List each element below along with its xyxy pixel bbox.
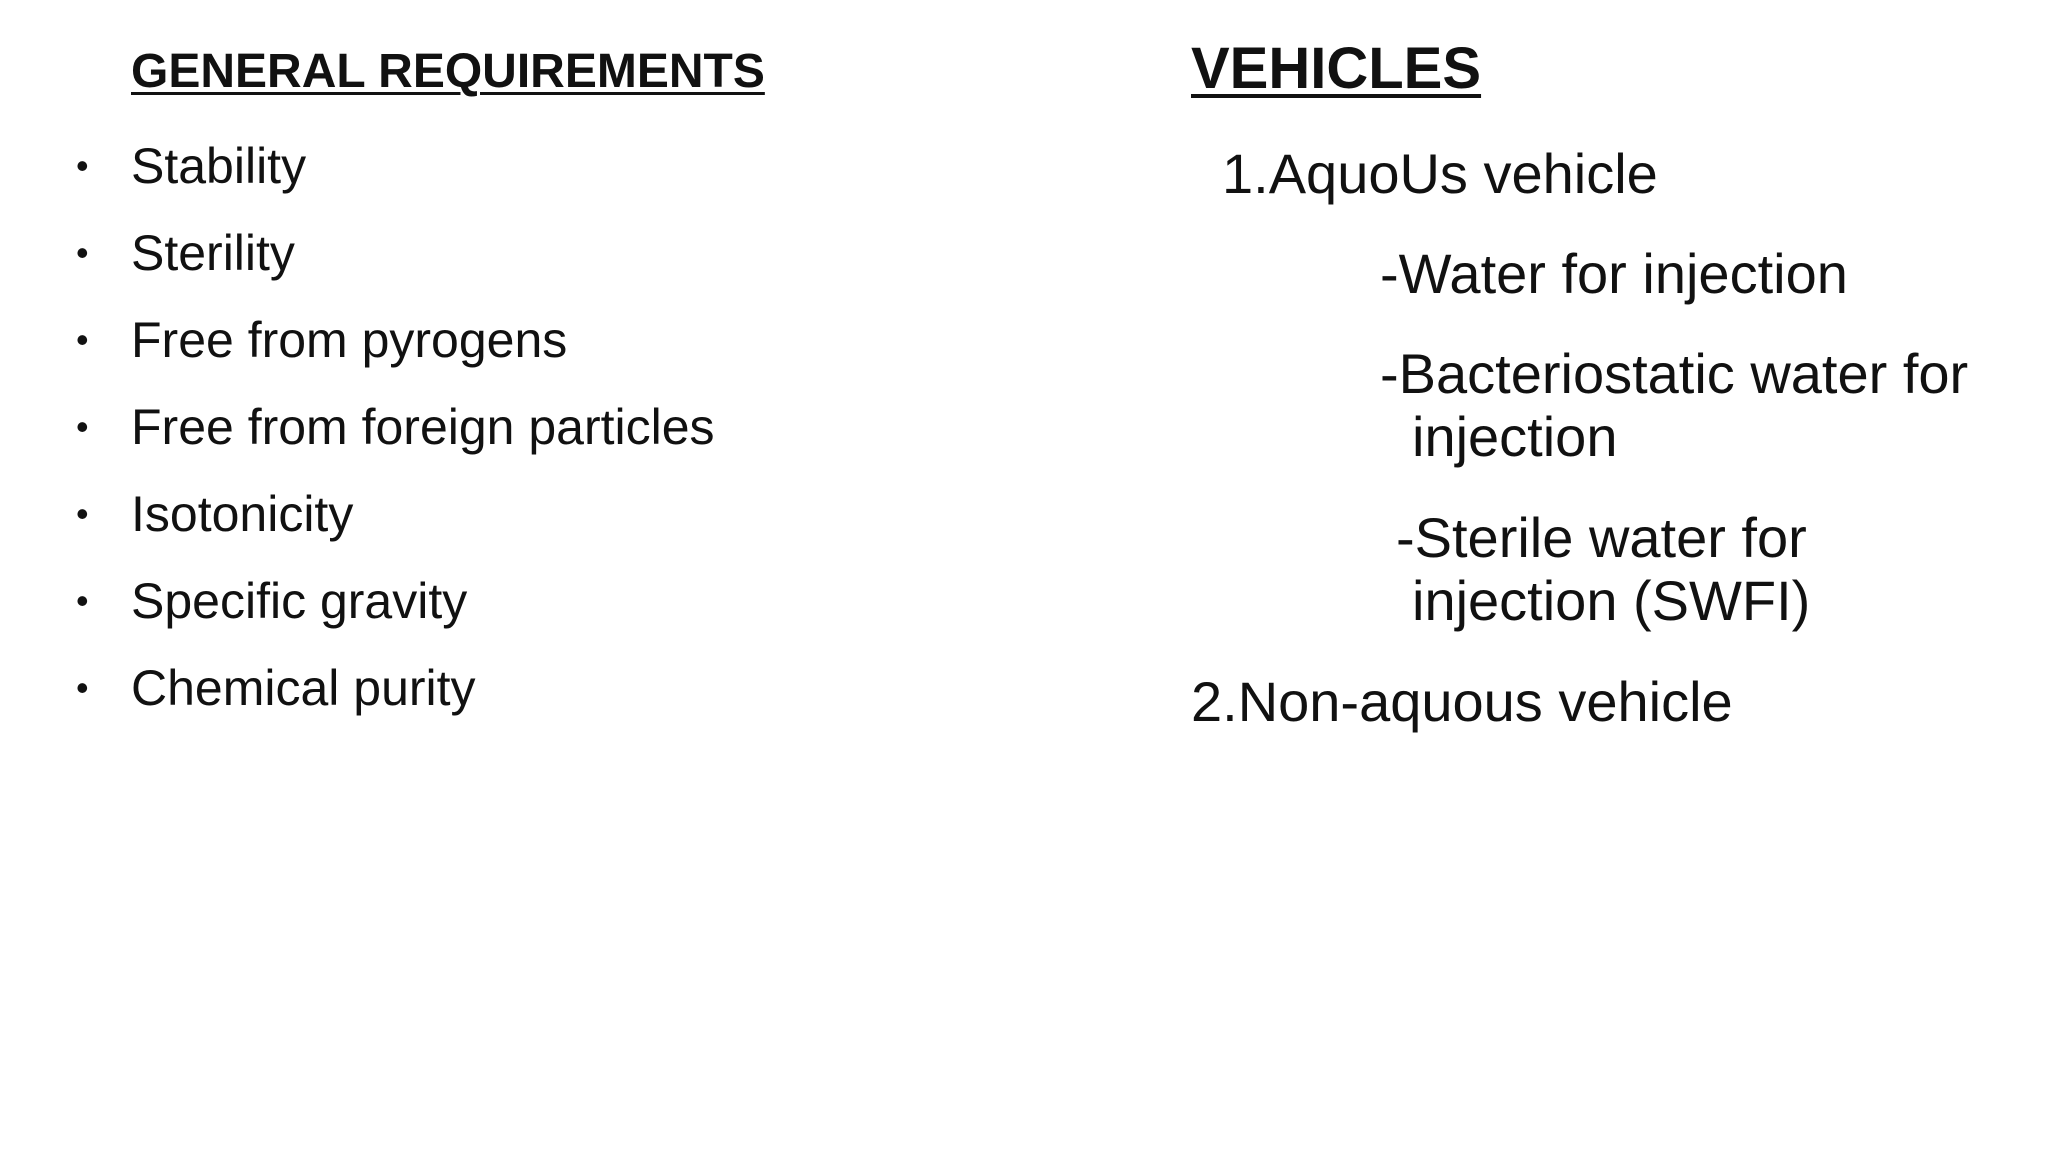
general-requirements-heading: GENERAL REQUIREMENTS — [131, 45, 765, 98]
bullet-icon: • — [76, 667, 89, 708]
non-aqueous-vehicle-title: 2.Non-aquous vehicle — [1191, 670, 1733, 733]
bacteriostatic-water-item: -Bacteriostatic water for — [1380, 342, 1969, 405]
vehicles-heading: VEHICLES — [1191, 36, 1482, 101]
requirement-label: Stability — [131, 138, 307, 194]
bacteriostatic-water-item-continued: injection — [1412, 405, 1618, 468]
aqueous-vehicle-title: 1.AquoUs vehicle — [1222, 142, 1658, 205]
bullet-icon: • — [76, 406, 89, 447]
requirement-label: Chemical purity — [131, 660, 476, 716]
sterile-water-item: -Sterile water for — [1396, 506, 1807, 569]
requirement-label: Isotonicity — [131, 486, 354, 542]
requirement-label: Specific gravity — [131, 573, 468, 629]
requirement-label: Free from foreign particles — [131, 399, 715, 455]
sterile-water-item-continued: injection (SWFI) — [1412, 569, 1811, 632]
requirement-label: Sterility — [131, 225, 295, 281]
bullet-icon: • — [76, 580, 89, 621]
bullet-icon: • — [76, 232, 89, 273]
requirement-label: Free from pyrogens — [131, 312, 568, 368]
bullet-icon: • — [76, 319, 89, 360]
bullet-icon: • — [76, 145, 89, 186]
water-for-injection-item: -Water for injection — [1380, 242, 1848, 305]
bullet-icon: • — [76, 493, 89, 534]
